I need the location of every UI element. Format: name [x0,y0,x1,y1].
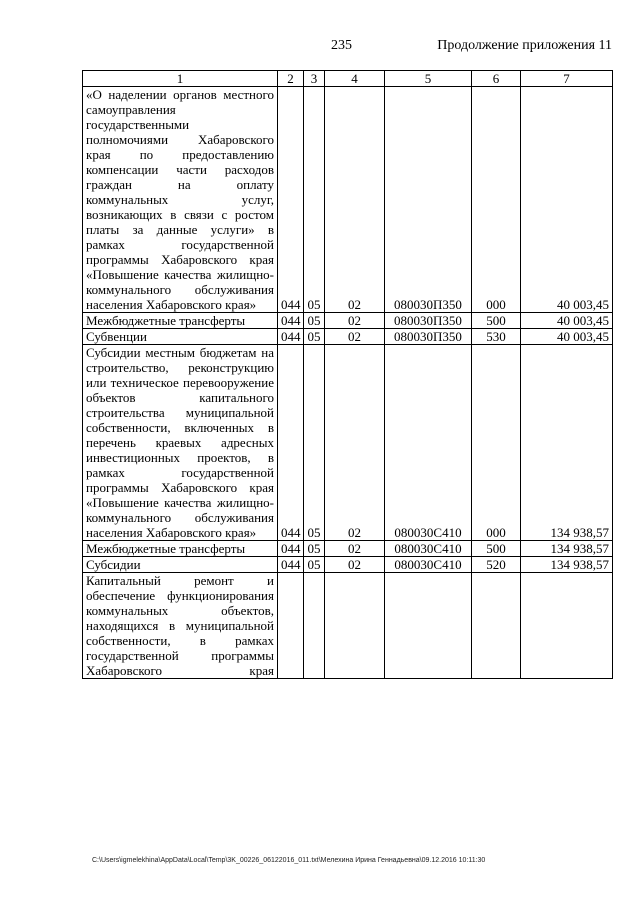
appendix-continuation-label: Продолжение приложения 11 [437,38,612,53]
cell-subsection: 02 [325,329,385,345]
cell-section: 05 [304,541,325,557]
column-number-row [83,71,613,87]
row-description: Субвенции [83,329,278,345]
cell-target-article: 080030П350 [385,313,472,329]
row-description: Субсидии местным бюджетам на строительство, реконструкцию или техническое перевооружение объектов капитального строительства муниципальной собственности, включенных в перечень краевых адресных инвестиционных проектов, в рамках государственной программы Хабаровского края «Повышение качества жилищно-коммунального обслуживания населения Хабаровского края» [83,345,278,541]
column-header: 4 [325,71,385,87]
budget-table [82,70,613,679]
cell-subsection: 02 [325,541,385,557]
cell-code [278,573,304,679]
column-header: 1 [83,71,278,87]
cell-expense-type: 520 [472,557,521,573]
cell-amount: 134 938,57 [521,557,613,573]
table-row [83,573,613,679]
column-header: 7 [521,71,613,87]
cell-expense-type [472,573,521,679]
cell-target-article: 080030С410 [385,345,472,541]
cell-amount: 40 003,45 [521,313,613,329]
column-header: 5 [385,71,472,87]
cell-expense-type: 500 [472,541,521,557]
cell-section: 05 [304,313,325,329]
cell-code: 044 [278,313,304,329]
page-number: 235 [331,38,352,53]
document-file-path: C:\Users\igmelekhina\AppData\Local\Temp\3K_00226_06122016_011.txt\Мелехина Ирина Геннадьевна\09.12.2016 10:11:30 [92,857,486,864]
cell-amount: 40 003,45 [521,329,613,345]
cell-section [304,573,325,679]
cell-section: 05 [304,87,325,313]
cell-expense-type: 000 [472,345,521,541]
table-row [83,329,613,345]
column-header: 3 [304,71,325,87]
cell-section: 05 [304,345,325,541]
cell-amount [521,573,613,679]
cell-subsection: 02 [325,557,385,573]
cell-target-article [385,573,472,679]
cell-expense-type: 000 [472,87,521,313]
cell-code: 044 [278,541,304,557]
row-description: Межбюджетные трансферты [83,313,278,329]
cell-section: 05 [304,557,325,573]
cell-code: 044 [278,87,304,313]
cell-code: 044 [278,557,304,573]
table-row [83,541,613,557]
cell-expense-type: 530 [472,329,521,345]
row-description: Капитальный ремонт и обеспечение функционирования коммунальных объектов, находящихся в муниципальной собственности, в рамках государственной программы Хабаровского края [83,573,278,679]
cell-target-article: 080030П350 [385,87,472,313]
cell-code: 044 [278,345,304,541]
table-row [83,345,613,541]
cell-target-article: 080030С410 [385,541,472,557]
row-description: Субсидии [83,557,278,573]
row-description: Межбюджетные трансферты [83,541,278,557]
cell-amount: 134 938,57 [521,345,613,541]
cell-amount: 134 938,57 [521,541,613,557]
cell-target-article: 080030П350 [385,329,472,345]
cell-code: 044 [278,329,304,345]
row-description: «О наделении органов местного самоуправления государственными полномочиями Хабаровского края по предоставлению компенсации части расходов граждан на оплату коммунальных услуг, возникающих в связи с ростом платы за данные услуги» в рамках государственной программы Хабаровского края «Повышение качества жилищно-коммунального обслуживания населения Хабаровского края» [83,87,278,313]
column-header: 6 [472,71,521,87]
table-row [83,313,613,329]
cell-subsection: 02 [325,313,385,329]
cell-amount: 40 003,45 [521,87,613,313]
column-header: 2 [278,71,304,87]
table-row [83,87,613,313]
cell-subsection: 02 [325,87,385,313]
cell-subsection [325,573,385,679]
cell-subsection: 02 [325,345,385,541]
table-row [83,557,613,573]
cell-expense-type: 500 [472,313,521,329]
cell-target-article: 080030С410 [385,557,472,573]
cell-section: 05 [304,329,325,345]
